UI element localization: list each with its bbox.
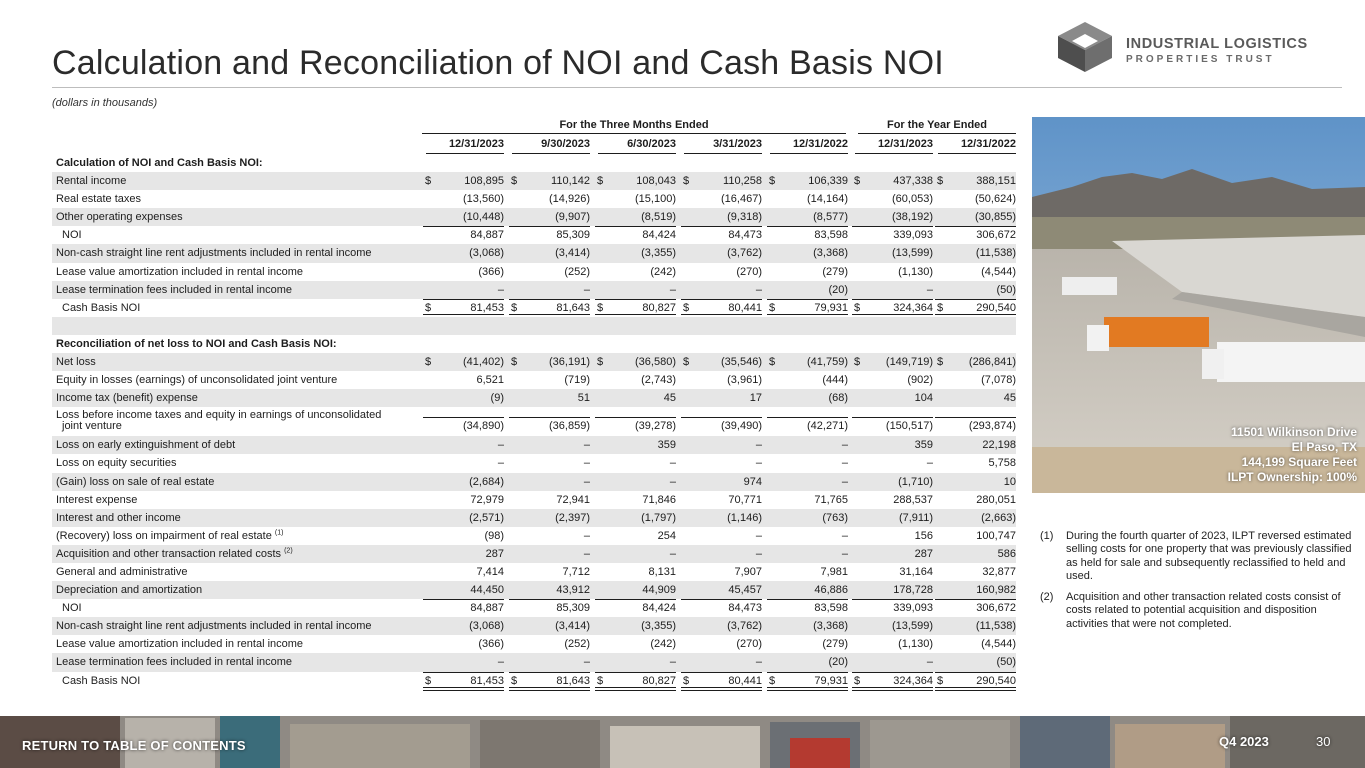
table-body: [52, 154, 1016, 690]
table-cell: 84,424: [590, 226, 676, 244]
table-cell: (293,874): [930, 417, 1016, 435]
table-row: [52, 545, 1016, 563]
table-cell: 8,131: [648, 565, 676, 578]
table-row: [52, 371, 1016, 389]
table-cell: –: [497, 656, 504, 669]
group-header-three-months: For the Three Months Ended: [422, 117, 846, 134]
table-row: [52, 491, 1016, 509]
table-cell: (8,519): [641, 211, 676, 224]
table-cell: (14,926): [549, 193, 590, 206]
table-cell: (14,164): [807, 193, 848, 206]
table-row: [52, 563, 1016, 581]
row-label: General and administrative: [56, 565, 188, 578]
table-cell: 178,728: [893, 584, 933, 597]
row-label: Acquisition and other transaction related costs $^{(2)}$: [56, 547, 293, 560]
table-cell: (68): [828, 392, 848, 405]
table-cell: 288,537: [893, 493, 933, 506]
table-cell: –: [926, 457, 933, 470]
table-cell: (9,318): [727, 211, 762, 224]
table-cell: 306,672: [930, 226, 1016, 244]
table-cell: (4,544): [981, 265, 1016, 278]
table-cell: (1,710): [898, 475, 933, 488]
table-cell: 84,424: [590, 599, 676, 617]
footnotes: [1040, 530, 1360, 639]
column-header: 6/30/2023: [592, 136, 676, 154]
table-cell: (10,448): [463, 211, 504, 224]
row-label: Cash Basis NOI: [62, 674, 141, 687]
page-title: Calculation and Reconciliation of NOI and Cash Basis NOI: [52, 44, 944, 82]
table-cell: 32,877: [982, 565, 1016, 578]
table-cell: (270): [736, 638, 762, 651]
table-row: [52, 581, 1016, 599]
table-cell: (8,577): [813, 211, 848, 224]
table-cell: 46,886: [814, 584, 848, 597]
table-cell: –: [841, 475, 848, 488]
table-cell: (2,397): [555, 511, 590, 524]
table-cell: 72,979: [470, 493, 504, 506]
table-row: [52, 599, 1016, 617]
table-cell: $ 81,453: [418, 672, 504, 690]
table-cell: $ 79,931: [762, 672, 848, 690]
table-cell: $ (41,402): [425, 356, 504, 369]
row-label: (Gain) loss on sale of real estate: [56, 475, 215, 488]
table-cell: $ 110,142: [511, 175, 590, 188]
row-label: Lease value amortization included in rental income: [56, 638, 304, 651]
table-cell: 71,846: [642, 493, 676, 506]
table-cell: 45: [663, 392, 676, 405]
table-cell: 5,758: [988, 457, 1016, 470]
page-number: 30: [1316, 734, 1331, 749]
table-cell: (242): [650, 638, 676, 651]
table-cell: 51: [577, 392, 590, 405]
row-label: (Recovery) loss on impairment of real estate $^{(1)}$: [56, 529, 284, 542]
section-header-row: [52, 154, 1016, 172]
table-cell: (2,571): [469, 511, 504, 524]
table-row: [52, 527, 1016, 545]
table-cell: 45,457: [728, 584, 762, 597]
table-cell: (3,762): [727, 620, 762, 633]
column-header: 3/31/2023: [678, 136, 762, 154]
return-to-contents-link[interactable]: RETURN TO TABLE OF CONTENTS: [22, 738, 246, 753]
table-cell: –: [841, 529, 848, 542]
table-cell: (50): [996, 656, 1016, 669]
table-cell: 72,941: [556, 493, 590, 506]
table-cell: –: [583, 547, 590, 560]
table-row: [52, 389, 1016, 407]
table-cell: –: [755, 547, 762, 560]
table-cell: $ 108,043: [597, 175, 676, 188]
table-cell: $ 106,339: [769, 175, 848, 188]
table-cell: $ 388,151: [937, 175, 1016, 188]
photo-caption: 11501 Wilkinson Drive El Paso, TX 144,199 Square Feet ILPT Ownership: 100%: [1227, 425, 1357, 484]
footnote-2: (2) Acquisition and other transaction related costs consist of costs related to potential acquisition and disposition activities that were not completed.: [1040, 591, 1341, 630]
table-cell: (34,890): [418, 417, 504, 435]
table-cell: (13,599): [892, 247, 933, 260]
table-row: [52, 299, 1016, 317]
table-cell: –: [669, 475, 676, 488]
row-label: Lease termination fees included in rental income: [56, 283, 293, 296]
table-cell: (60,053): [892, 193, 933, 206]
table-cell: (3,414): [555, 247, 590, 260]
table-row: [52, 172, 1016, 190]
table-cell: 6,521: [476, 374, 504, 387]
table-cell: (3,355): [641, 247, 676, 260]
table-cell: 974: [743, 475, 762, 488]
table-cell: (252): [564, 265, 590, 278]
table-cell: 160,982: [976, 584, 1016, 597]
row-label: NOI: [62, 229, 82, 242]
table-cell: $ 324,364: [847, 299, 933, 317]
column-header: 12/31/2023: [849, 136, 933, 154]
row-label: Lease termination fees included in rental income: [56, 656, 293, 669]
table-cell: –: [841, 547, 848, 560]
table-cell: $ 80,441: [676, 672, 762, 690]
table-row: [52, 407, 1016, 436]
table-cell: –: [669, 547, 676, 560]
table-cell: 84,887: [418, 599, 504, 617]
table-cell: –: [841, 439, 848, 452]
table-cell: 7,907: [734, 565, 762, 578]
table-cell: (15,100): [635, 193, 676, 206]
table-cell: –: [669, 457, 676, 470]
table-cell: 83,598: [762, 226, 848, 244]
table-cell: (2,663): [981, 511, 1016, 524]
table-cell: –: [497, 457, 504, 470]
row-label: Interest expense: [56, 493, 138, 506]
table-cell: 10: [1003, 475, 1016, 488]
table-cell: (50): [996, 283, 1016, 296]
logo-line-1: INDUSTRIAL LOGISTICS: [1126, 36, 1308, 52]
table-cell: (7,078): [981, 374, 1016, 387]
row-label: Equity in losses (earnings) of unconsolidated joint venture: [56, 374, 338, 387]
table-cell: (1,797): [641, 511, 676, 524]
table-row: [52, 617, 1016, 635]
table-row: [52, 653, 1016, 671]
table-cell: 339,093: [847, 226, 933, 244]
table-row: [52, 208, 1016, 226]
table-cell: 17: [749, 392, 762, 405]
table-cell: (3,368): [813, 247, 848, 260]
table-cell: $ (36,191): [511, 356, 590, 369]
table-cell: (1,130): [898, 638, 933, 651]
logo-line-2: PROPERTIES TRUST: [1126, 54, 1275, 65]
table-cell: –: [583, 283, 590, 296]
table-cell: (252): [564, 638, 590, 651]
row-label: Depreciation and amortization: [56, 584, 203, 597]
row-label: Lease value amortization included in rental income: [56, 265, 304, 278]
table-cell: (11,538): [975, 247, 1016, 260]
table-cell: –: [583, 656, 590, 669]
table-cell: (38,192): [892, 211, 933, 224]
table-cell: $ (286,841): [937, 356, 1016, 369]
table-cell: (36,859): [504, 417, 590, 435]
table-cell: (42,271): [762, 417, 848, 435]
table-cell: (39,278): [590, 417, 676, 435]
table-cell: $ (41,759): [769, 356, 848, 369]
table-cell: (366): [478, 265, 504, 278]
table-cell: –: [669, 656, 676, 669]
table-cell: (9): [490, 392, 504, 405]
table-cell: 359: [657, 439, 676, 452]
spacer-row: [52, 317, 1016, 335]
table-cell: –: [583, 529, 590, 542]
table-cell: (150,517): [847, 417, 933, 435]
table-cell: (13,599): [892, 620, 933, 633]
table-cell: 85,309: [504, 226, 590, 244]
table-cell: 104: [914, 392, 933, 405]
table-cell: 586: [997, 547, 1016, 560]
table-cell: (3,961): [727, 374, 762, 387]
row-label: Loss on equity securities: [56, 457, 177, 470]
table-cell: –: [583, 457, 590, 470]
table-row: [52, 226, 1016, 244]
table-cell: (11,538): [975, 620, 1016, 633]
column-header: 12/31/2022: [932, 136, 1016, 154]
table-cell: –: [669, 283, 676, 296]
row-label: Loss before income taxes and equity in earnings of unconsolidated joint venture: [56, 409, 382, 433]
table-cell: $ 108,895: [425, 175, 504, 188]
column-header: 12/31/2022: [764, 136, 848, 154]
table-cell: (2,743): [641, 374, 676, 387]
table-cell: –: [841, 457, 848, 470]
row-label: Reconciliation of net loss to NOI and Cash Basis NOI:: [56, 337, 337, 350]
table-cell: (3,068): [469, 620, 504, 633]
table-cell: 339,093: [847, 599, 933, 617]
column-header: 12/31/2023: [420, 136, 504, 154]
table-cell: (20): [828, 283, 848, 296]
table-cell: (902): [907, 374, 933, 387]
table-row: [52, 635, 1016, 653]
table-cell: 84,473: [676, 599, 762, 617]
footnote-1: (1) During the fourth quarter of 2023, ILPT reversed estimated selling costs for one property that was previously classified as held for sale and subsequently reclassified to held and used.: [1040, 530, 1352, 582]
table-cell: (30,855): [975, 211, 1016, 224]
table-cell: 71,765: [814, 493, 848, 506]
table-cell: (279): [822, 265, 848, 278]
table-cell: (366): [478, 638, 504, 651]
table-cell: $ 81,643: [504, 672, 590, 690]
table-cell: $ 437,338: [854, 175, 933, 188]
quarter-label: Q4 2023: [1219, 734, 1269, 749]
row-label: Rental income: [56, 175, 127, 188]
table-cell: (242): [650, 265, 676, 278]
table-cell: –: [497, 283, 504, 296]
table-cell: 287: [485, 547, 504, 560]
section-header-row: [52, 335, 1016, 353]
title-divider: [52, 87, 1342, 88]
table-row: [52, 353, 1016, 371]
table-row: [52, 244, 1016, 262]
table-row: [52, 281, 1016, 299]
table-cell: (3,068): [469, 247, 504, 260]
table-cell: $ 79,931: [762, 299, 848, 317]
table-cell: –: [926, 283, 933, 296]
table-cell: (13,560): [463, 193, 504, 206]
table-cell: $ 324,364: [847, 672, 933, 690]
table-cell: (7,911): [898, 511, 933, 524]
units-note: (dollars in thousands): [52, 97, 158, 109]
table-cell: 156: [914, 529, 933, 542]
table-cell: 7,981: [820, 565, 848, 578]
row-label: Non-cash straight line rent adjustments included in rental income: [56, 620, 372, 633]
table-cell: $ 290,540: [930, 299, 1016, 317]
table-cell: (3,414): [555, 620, 590, 633]
table-cell: 22,198: [982, 439, 1016, 452]
row-label: NOI: [62, 602, 82, 615]
table-cell: $ 110,258: [683, 175, 762, 188]
table-cell: (39,490): [676, 417, 762, 435]
table-cell: 70,771: [728, 493, 762, 506]
table-cell: 84,473: [676, 226, 762, 244]
column-headers: [52, 136, 1016, 154]
table-cell: (279): [822, 638, 848, 651]
table-cell: (719): [564, 374, 590, 387]
table-cell: –: [583, 439, 590, 452]
table-row: [52, 436, 1016, 454]
table-row: [52, 454, 1016, 472]
table-cell: (3,762): [727, 247, 762, 260]
table-cell: $ 81,643: [504, 299, 590, 317]
company-logo: [1054, 20, 1354, 74]
table-cell: (9,907): [555, 211, 590, 224]
row-label: Real estate taxes: [56, 193, 141, 206]
table-cell: 254: [657, 529, 676, 542]
table-cell: 280,051: [976, 493, 1016, 506]
table-cell: $ 80,827: [590, 672, 676, 690]
table-cell: –: [755, 283, 762, 296]
row-label: Interest and other income: [56, 511, 181, 524]
table-cell: 44,909: [642, 584, 676, 597]
table-cell: 85,309: [504, 599, 590, 617]
table-cell: –: [497, 439, 504, 452]
table-cell: (98): [484, 529, 504, 542]
table-row: [52, 672, 1016, 690]
cube-logo-icon: [1054, 20, 1116, 74]
table-cell: (20): [828, 656, 848, 669]
table-row: [52, 263, 1016, 281]
table-cell: 83,598: [762, 599, 848, 617]
table-cell: $ (36,580): [597, 356, 676, 369]
row-label: Loss on early extinguishment of debt: [56, 439, 236, 452]
table-cell: 7,712: [562, 565, 590, 578]
row-label: Calculation of NOI and Cash Basis NOI:: [56, 157, 263, 169]
table-cell: (763): [822, 511, 848, 524]
table-cell: 100,747: [976, 529, 1016, 542]
table-cell: –: [583, 475, 590, 488]
table-cell: (50,624): [975, 193, 1016, 206]
table-cell: 287: [914, 547, 933, 560]
row-label: Other operating expenses: [56, 211, 183, 224]
table-cell: 84,887: [418, 226, 504, 244]
table-cell: $ 80,441: [676, 299, 762, 317]
table-cell: (3,355): [641, 620, 676, 633]
group-header-year: For the Year Ended: [858, 117, 1016, 134]
table-cell: 45: [1003, 392, 1016, 405]
table-cell: (4,544): [981, 638, 1016, 651]
row-label: Non-cash straight line rent adjustments included in rental income: [56, 247, 372, 260]
table-cell: $ 81,453: [418, 299, 504, 317]
table-cell: –: [926, 656, 933, 669]
table-cell: 7,414: [476, 565, 504, 578]
table-cell: (16,467): [721, 193, 762, 206]
table-cell: 43,912: [556, 584, 590, 597]
table-cell: –: [755, 439, 762, 452]
property-photo: [1032, 117, 1365, 493]
table-cell: 44,450: [470, 584, 504, 597]
column-header: 9/30/2023: [506, 136, 590, 154]
table-cell: 31,164: [899, 565, 933, 578]
table-row: [52, 190, 1016, 208]
table-cell: –: [755, 457, 762, 470]
table-cell: $ 80,827: [590, 299, 676, 317]
row-label: Income tax (benefit) expense: [56, 392, 198, 405]
table-cell: (3,368): [813, 620, 848, 633]
table-cell: –: [755, 656, 762, 669]
table-row: [52, 509, 1016, 527]
table-cell: (1,146): [727, 511, 762, 524]
row-label: Cash Basis NOI: [62, 301, 141, 314]
table-cell: 306,672: [930, 599, 1016, 617]
table-cell: $ 290,540: [930, 672, 1016, 690]
table-row: [52, 473, 1016, 491]
row-label: Net loss: [56, 356, 96, 369]
table-cell: 359: [914, 439, 933, 452]
table-cell: (1,130): [898, 265, 933, 278]
table-cell: (444): [822, 374, 848, 387]
table-cell: –: [755, 529, 762, 542]
table-cell: (270): [736, 265, 762, 278]
table-cell: $ (149,719): [854, 356, 933, 369]
table-cell: (2,684): [469, 475, 504, 488]
table-cell: $ (35,546): [683, 356, 762, 369]
